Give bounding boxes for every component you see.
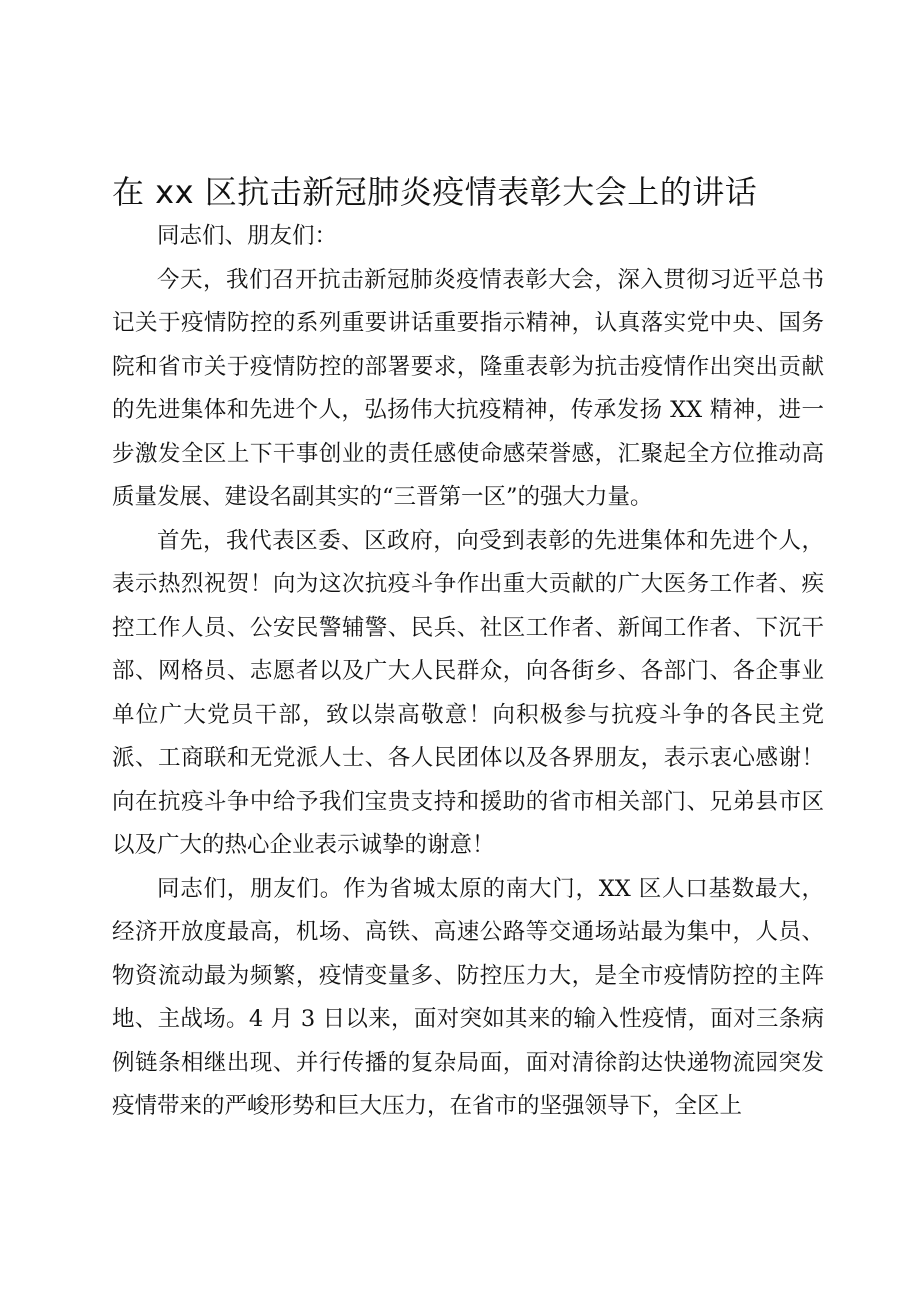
document-title: 在 xx 区抗击新冠肺炎疫情表彰大会上的讲话 bbox=[112, 173, 758, 211]
paragraph: 今天，我们召开抗击新冠肺炎疫情表彰大会，深入贯彻习近平总书记关于疫情防控的系列重要讲话重要指示精神，认真落实党中央、国务院和省市关于疫情防控的部署要求，隆重表彰为抗击疫情作出突出贡献的先进集体和先进个人，弘扬伟大抗疫精神，传承发扬 XX 精神，进一步激发全区上下干事创业的责任感使命感荣誉感，汇聚起全方位推动高质量发展、建设名副其实的“三晋第一区”的强大力量。 bbox=[112, 266, 824, 510]
paragraph: 同志们，朋友们。作为省城太原的南大门，XX 区人口基数最大，经济开放度最高，机场、高铁、高速公路等交通场站最为集中，人员、物资流动最为频繁，疫情变量多、防控压力大，是全市疫情防控的主阵地、主战场。4 月 3 日以来，面对突如其来的输入性疫情，面对三条病例链条相继出现、并行传播的复杂局面，面对清徐韵达快递物流园突发疫情带来的严峻形势和巨大压力，在省市的坚强领导下，全区上 bbox=[112, 875, 824, 1119]
document-body bbox=[112, 215, 824, 1129]
paragraph: 首先，我代表区委、区政府，向受到表彰的先进集体和先进个人，表示热烈祝贺！向为这次抗疫斗争作出重大贡献的广大医务工作者、疾控工作人员、公安民警辅警、民兵、社区工作者、新闻工作者、下沉干部、网格员、志愿者以及广大人民群众，向各街乡、各部门、各企事业单位广大党员干部，致以崇高敬意！向积极参与抗疫斗争的各民主党派、工商联和无党派人士、各人民团体以及各界朋友，表示衷心感谢！向在抗疫斗争中给予我们宝贵支持和援助的省市相关部门、兄弟县市区以及广大的热心企业表示诚挚的谢意！ bbox=[112, 527, 824, 858]
salutation: 同志们、朋友们： bbox=[157, 223, 338, 249]
